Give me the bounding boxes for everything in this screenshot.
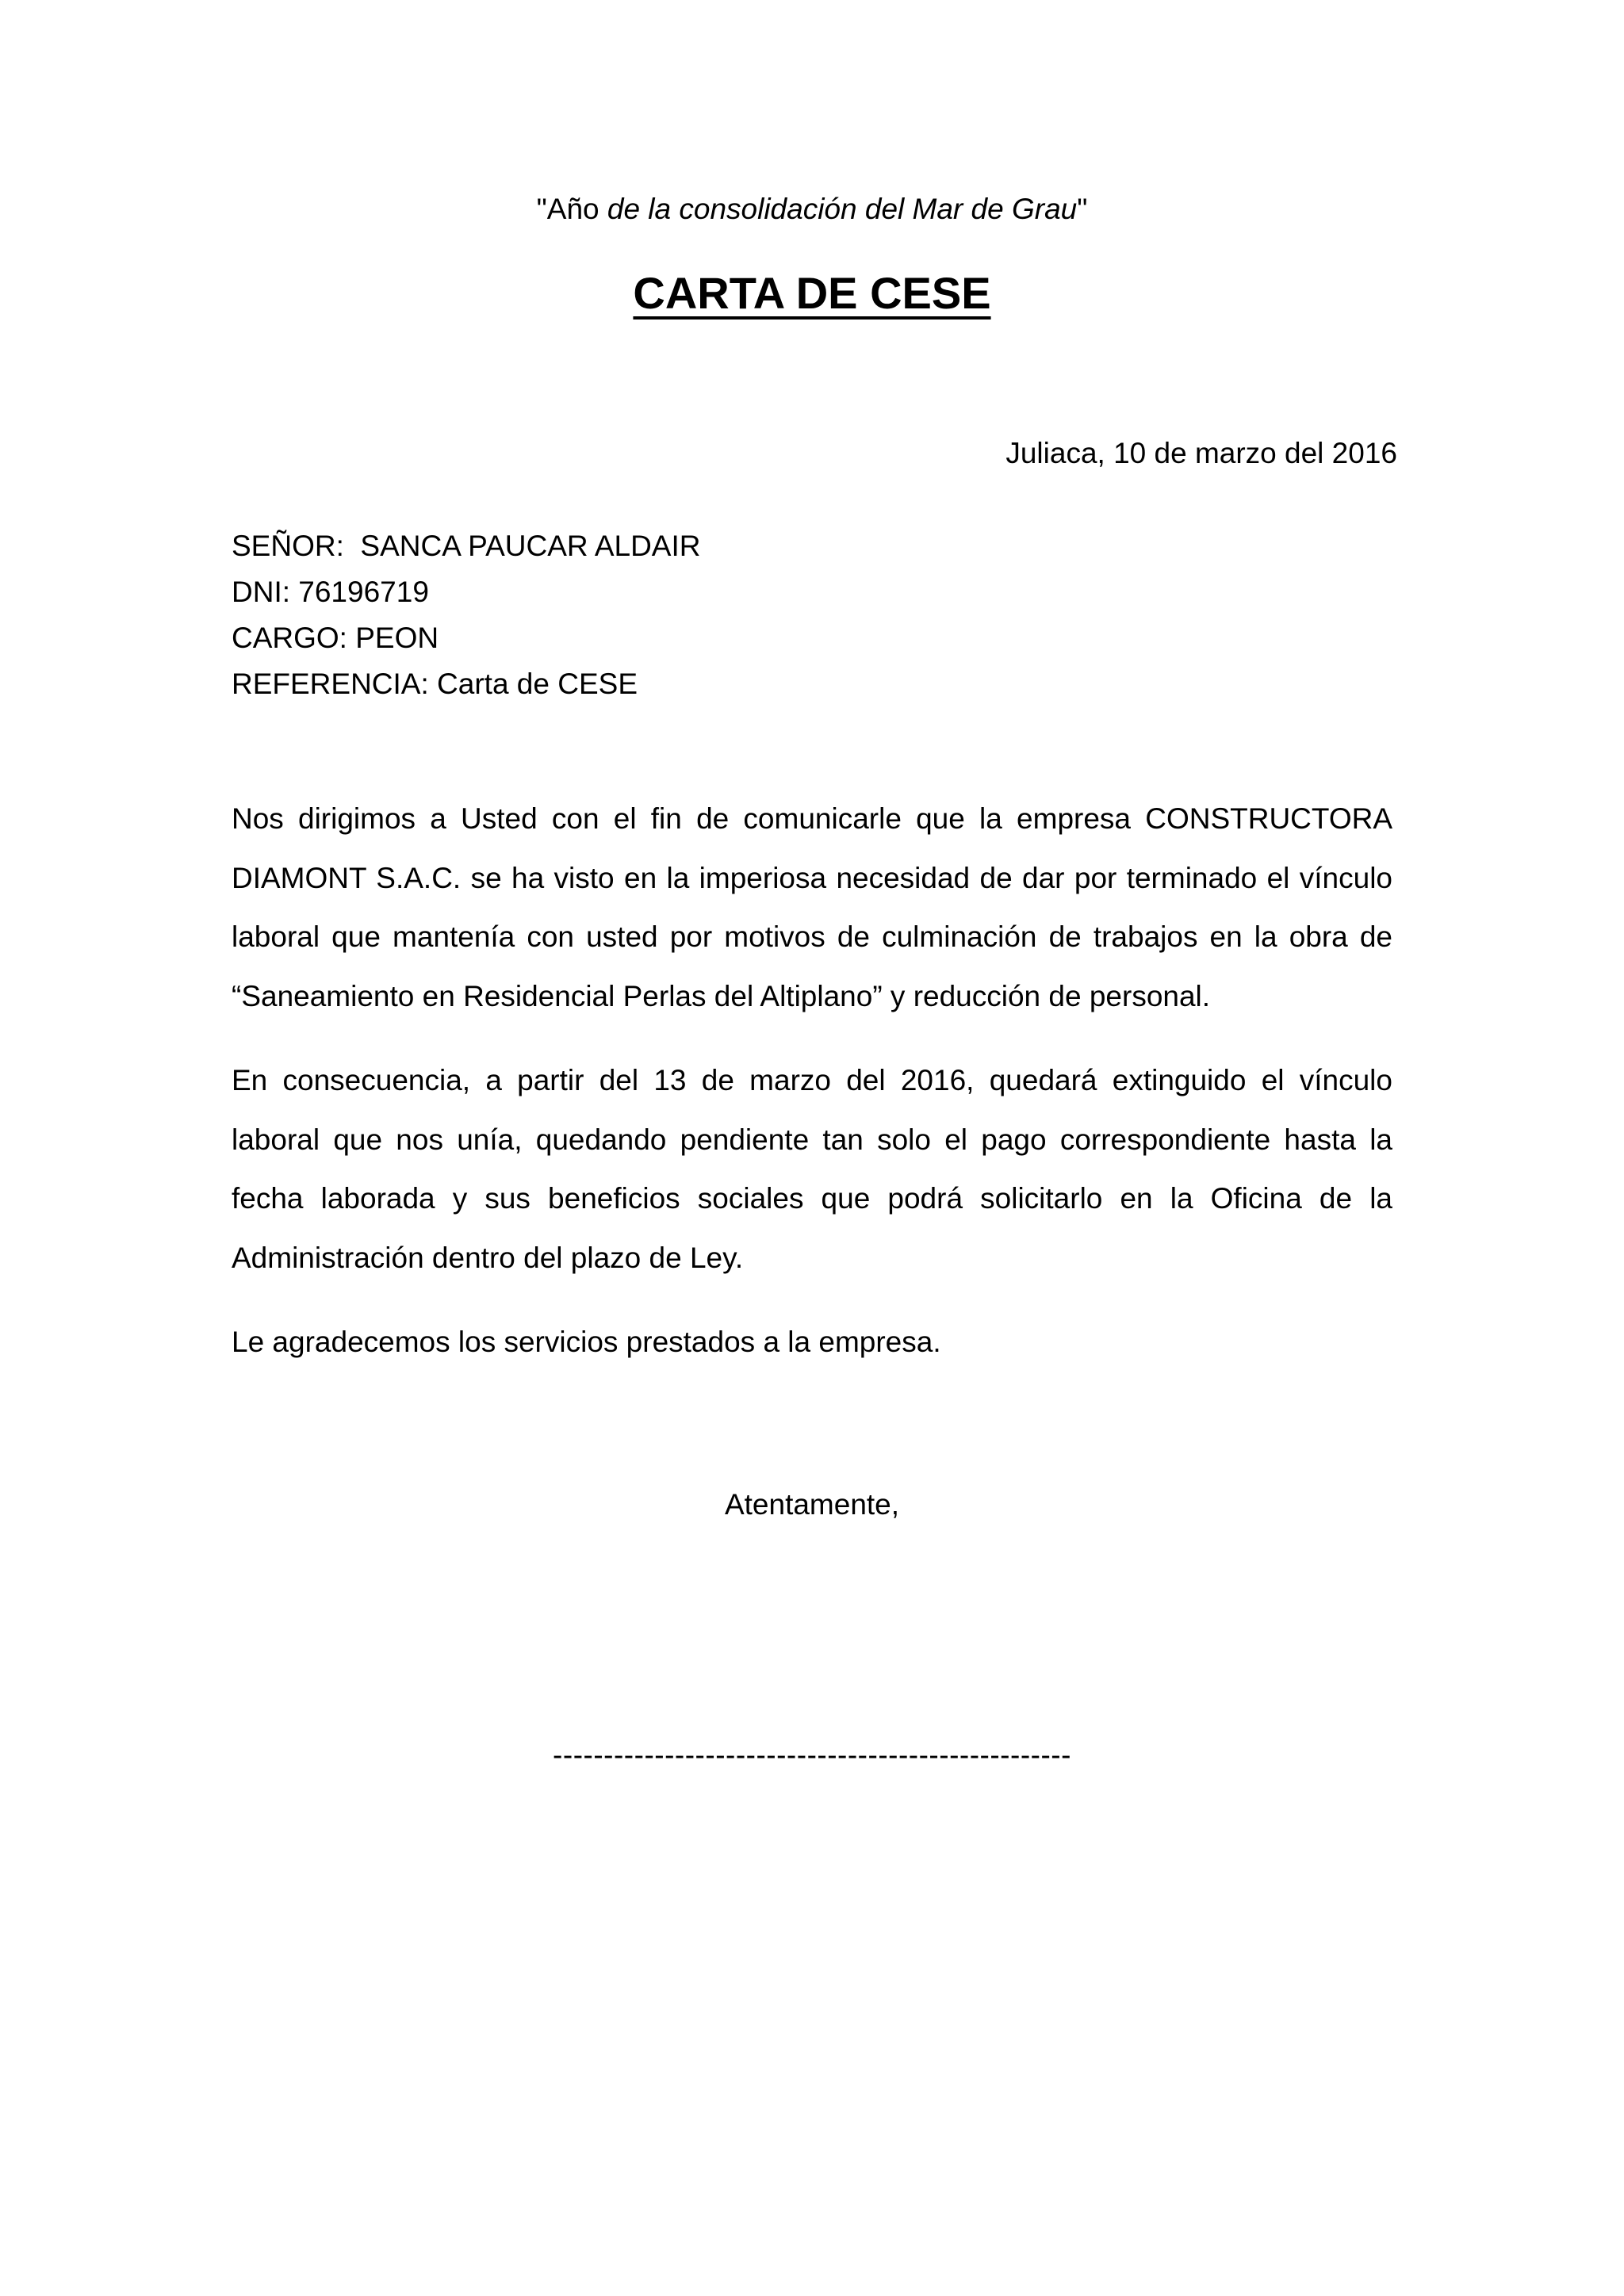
referencia-value: Carta de CESE	[437, 668, 638, 700]
referencia-label: REFERENCIA:	[232, 668, 429, 700]
senor-value: SANCA PAUCAR ALDAIR	[360, 530, 701, 562]
recipient-block	[232, 523, 700, 707]
paragraph-thanks: Le agradecemos los servicios prestados a la empresa.	[232, 1326, 941, 1358]
dni-label: DNI:	[232, 576, 290, 608]
motto-open: "Año	[536, 193, 607, 225]
recipient-referencia-line	[232, 661, 700, 707]
dni-value: 76196719	[298, 576, 429, 608]
paragraph-consequence: En consecuencia, a partir del 13 de marzo del 2016, quedará extinguido el vínculo laboral que nos unía, quedando pendiente tan solo el pago correspondiente hasta la fecha laborada y sus beneficios sociales que podrá solicitarlo en la Oficina de la Administración dentro del plazo de Ley.	[232, 1064, 1392, 1274]
letter-title: CARTA DE CESE	[633, 268, 991, 318]
letter-date: Juliaca, 10 de marzo del 2016	[1005, 437, 1397, 469]
recipient-dni-line	[232, 569, 700, 615]
signature-line: ---------------------------------------------------	[553, 1739, 1071, 1771]
motto-close: "	[1077, 193, 1088, 225]
closing-salutation: Atentamente,	[724, 1488, 900, 1521]
senor-label: SEÑOR:	[232, 530, 344, 562]
recipient-senor-line	[232, 523, 700, 569]
cargo-value: PEON	[355, 622, 439, 654]
recipient-cargo-line	[232, 615, 700, 661]
year-motto	[0, 187, 1624, 232]
motto-italic: de la consolidación del Mar de Grau	[607, 193, 1078, 225]
cargo-label: CARGO:	[232, 622, 347, 654]
paragraph-termination-notice: Nos dirigimos a Usted con el fin de comunicarle que la empresa CONSTRUCTORA DIAMONT S.A.C. se ha visto en la imperiosa necesidad de dar por terminado el vínculo laboral que mantenía con usted por motivos de culminación de trabajos en la obra de “Saneamiento en Residencial Perlas del Altiplano” y reducción de personal.	[232, 802, 1392, 1012]
